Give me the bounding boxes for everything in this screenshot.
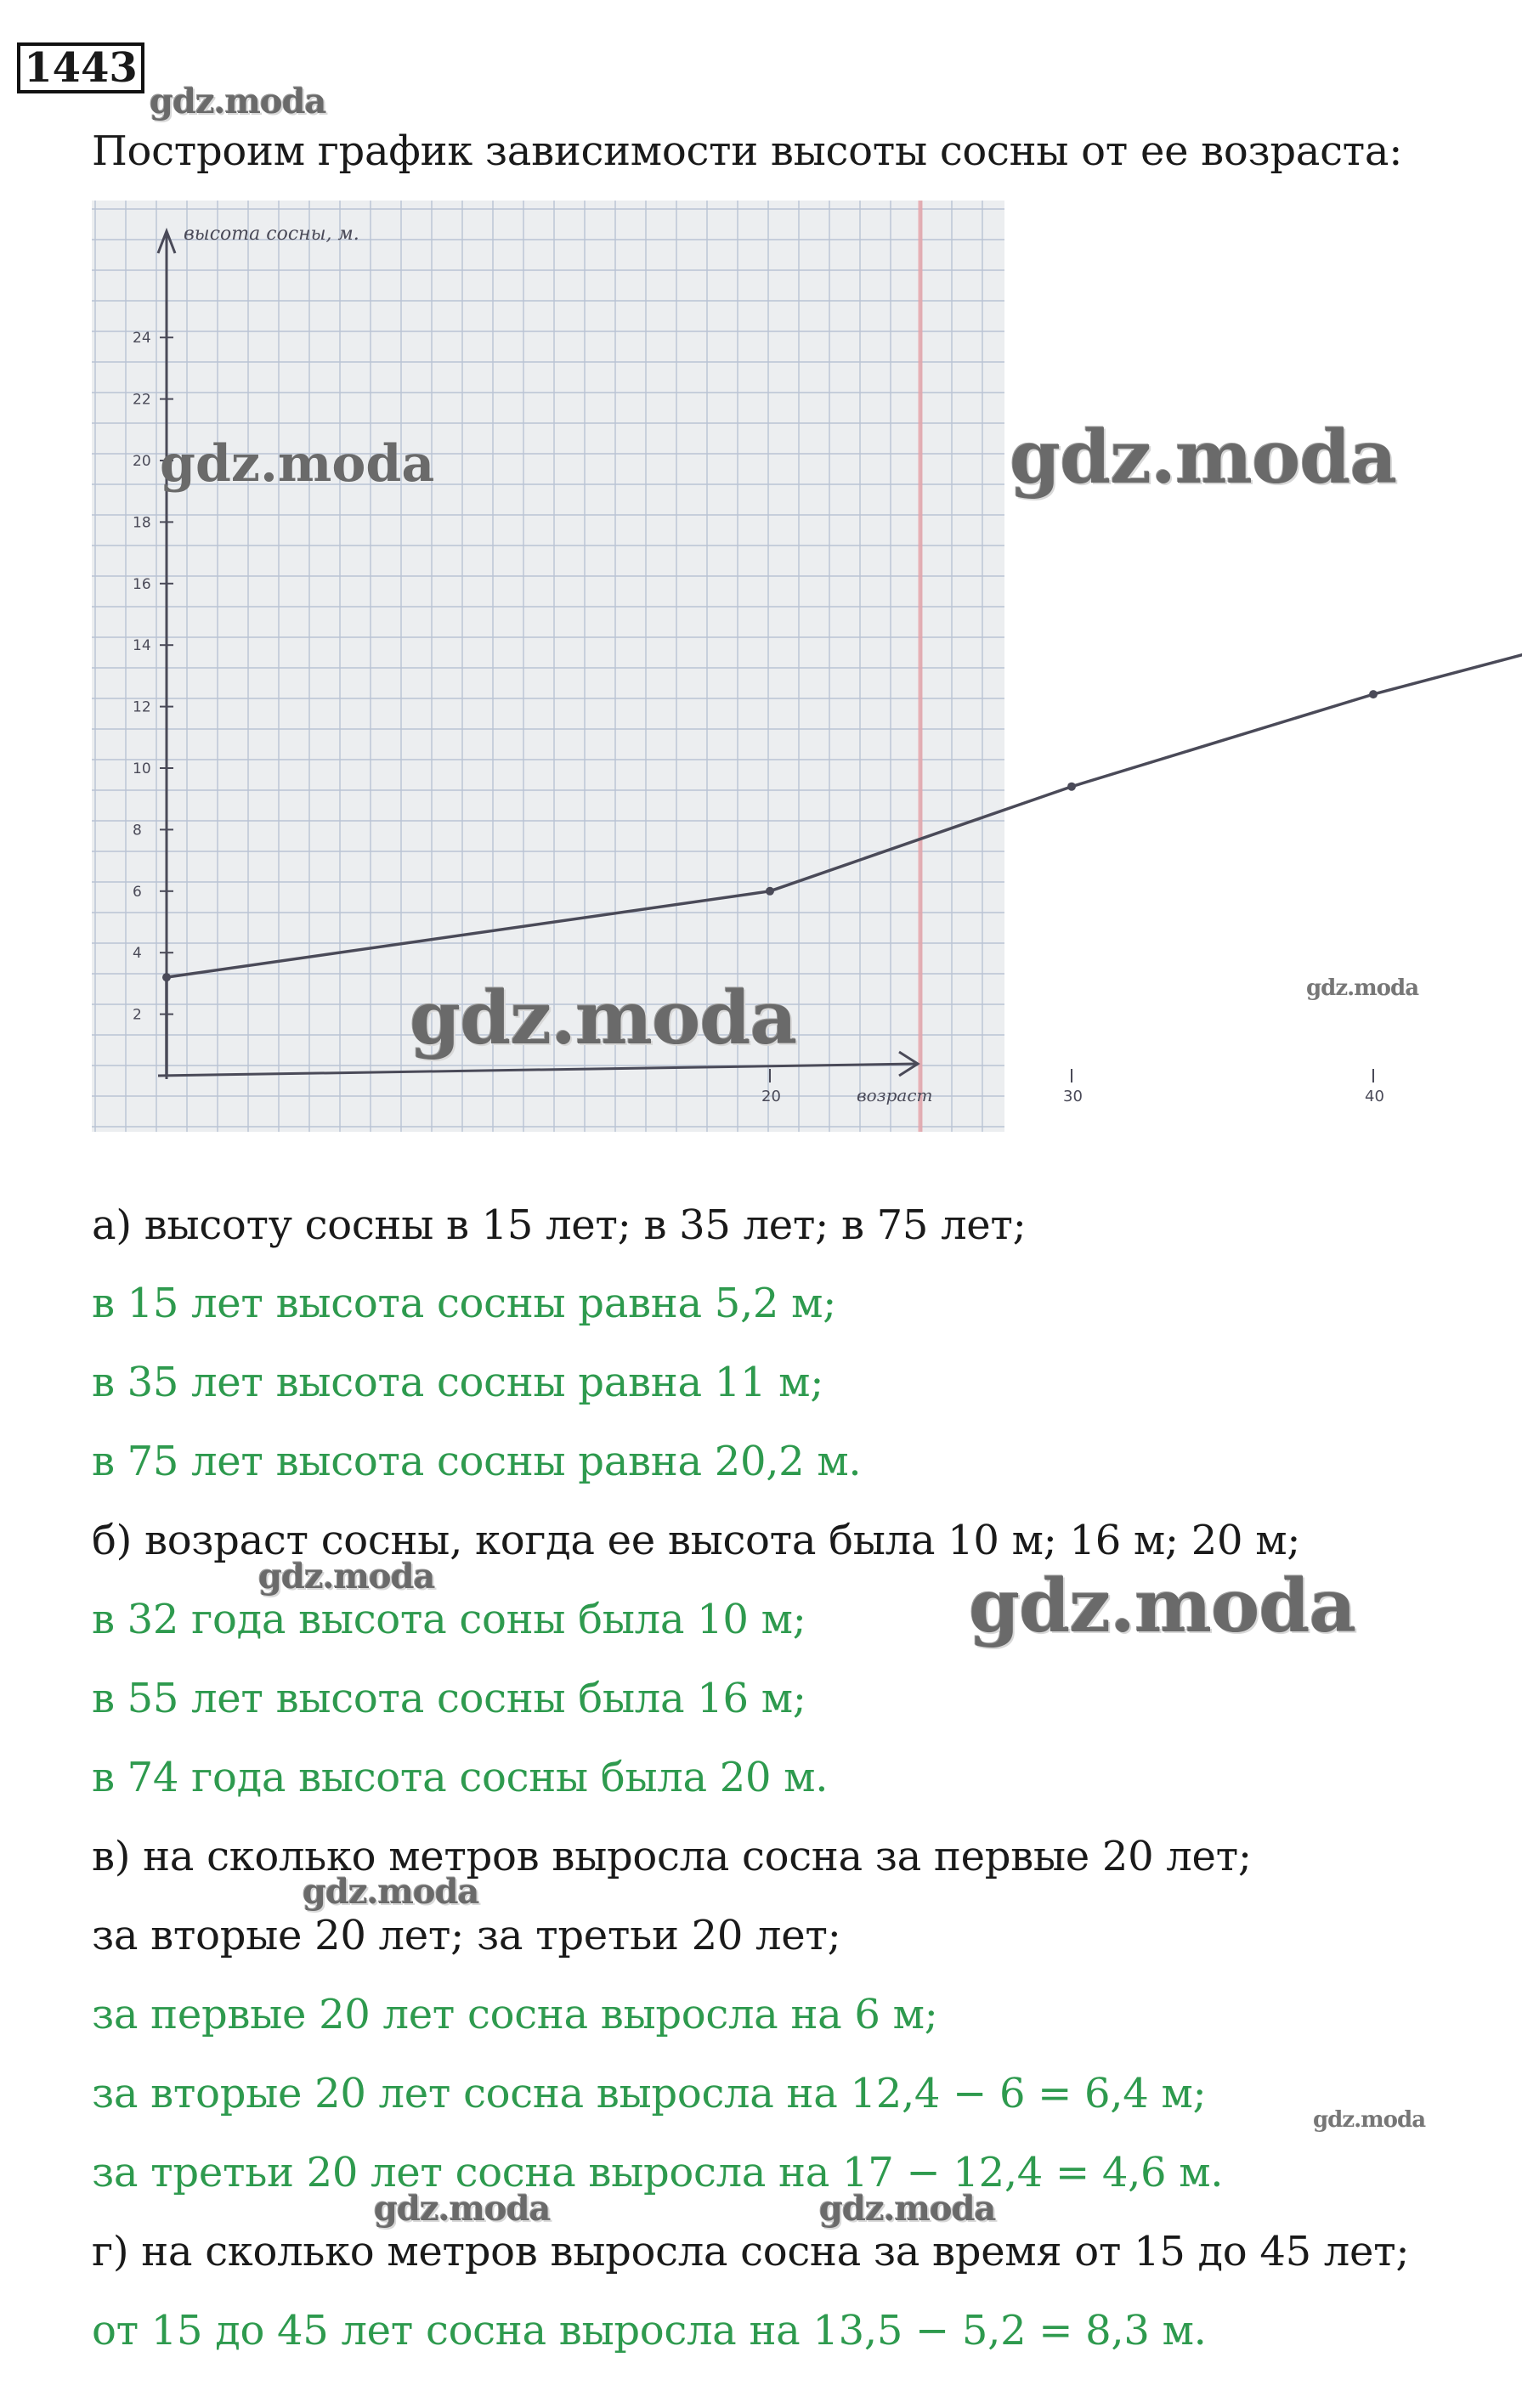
answer-b-2: в 55 лет высота сосны была 16 м; <box>92 1675 806 1722</box>
watermark: gdz.moda <box>1010 415 1397 500</box>
watermark: gdz.moda <box>410 975 797 1061</box>
y-tick-label: 2 <box>133 1006 142 1024</box>
watermark: gdz.moda <box>303 1872 479 1912</box>
y-tick-label: 8 <box>133 822 142 839</box>
answer-g-1: от 15 до 45 лет сосна выросла на 13,5 − 5,2 = 8,3 м. <box>92 2307 1207 2354</box>
data-point <box>1067 783 1076 791</box>
y-tick-label: 10 <box>133 760 151 777</box>
answer-a-2: в 35 лет высота сосны равна 11 м; <box>92 1359 824 1406</box>
answer-a-1: в 15 лет высота сосны равна 5,2 м; <box>92 1280 837 1327</box>
y-tick-label: 22 <box>133 391 151 409</box>
watermark: gdz.moda <box>150 82 326 122</box>
x-tick-label: 20 <box>761 1088 781 1105</box>
y-tick-label: 20 <box>133 453 151 470</box>
watermark: gdz.moda <box>374 2189 551 2229</box>
answer-a-3: в 75 лет высота сосны равна 20,2 м. <box>92 1438 862 1485</box>
question-g: г) на сколько метров выросла сосна за время от 15 до 45 лет; <box>92 2228 1410 2275</box>
watermark: gdz.moda <box>969 1563 1356 1649</box>
watermark: gdz.moda <box>1313 2107 1426 2133</box>
answer-v-2: за вторые 20 лет сосна выросла на 12,4 − 6 = 6,4 м; <box>92 2070 1207 2117</box>
y-tick-label: 4 <box>133 945 142 963</box>
watermark: gdz.moda <box>1306 975 1419 1001</box>
x-tick-label: 30 <box>1063 1088 1083 1105</box>
answer-v-3: за третьи 20 лет сосна выросла на 17 − 12,4 = 4,6 м. <box>92 2149 1224 2196</box>
x-axis-label: возраст <box>857 1085 933 1105</box>
y-tick-label: 14 <box>133 637 151 655</box>
watermark: gdz.moda <box>819 2189 996 2229</box>
question-v-cont: за вторые 20 лет; за третьи 20 лет; <box>92 1912 841 1959</box>
data-point <box>1369 690 1378 698</box>
y-tick-label: 18 <box>133 514 151 532</box>
y-tick-label: 16 <box>133 575 151 593</box>
y-tick-label: 24 <box>133 330 151 348</box>
x-tick-label: 40 <box>1365 1088 1384 1105</box>
data-point <box>766 887 774 896</box>
question-a: а) высоту сосны в 15 лет; в 35 лет; в 75 лет; <box>92 1201 1027 1249</box>
question-v: в) на сколько метров выросла сосна за первые 20 лет; <box>92 1833 1252 1880</box>
intro-text: Построим график зависимости высоты сосны от ее возраста: <box>92 127 1403 175</box>
problem-number: 1443 <box>17 42 144 93</box>
y-tick-label: 6 <box>133 883 142 901</box>
answer-b-1: в 32 года высота соны была 10 м; <box>92 1596 806 1643</box>
watermark: gdz.moda <box>258 1557 435 1597</box>
data-point <box>162 973 171 981</box>
watermark: gdz.moda <box>160 434 435 494</box>
answer-b-3: в 74 года высота сосны была 20 м. <box>92 1754 829 1801</box>
y-axis-label: высота сосны, м. <box>184 223 359 245</box>
answer-v-1: за первые 20 лет сосна выросла на 6 м; <box>92 1991 938 2038</box>
y-tick-label: 12 <box>133 698 151 716</box>
question-b: б) возраст сосны, когда ее высота была 10 м; 16 м; 20 м; <box>92 1517 1301 1564</box>
